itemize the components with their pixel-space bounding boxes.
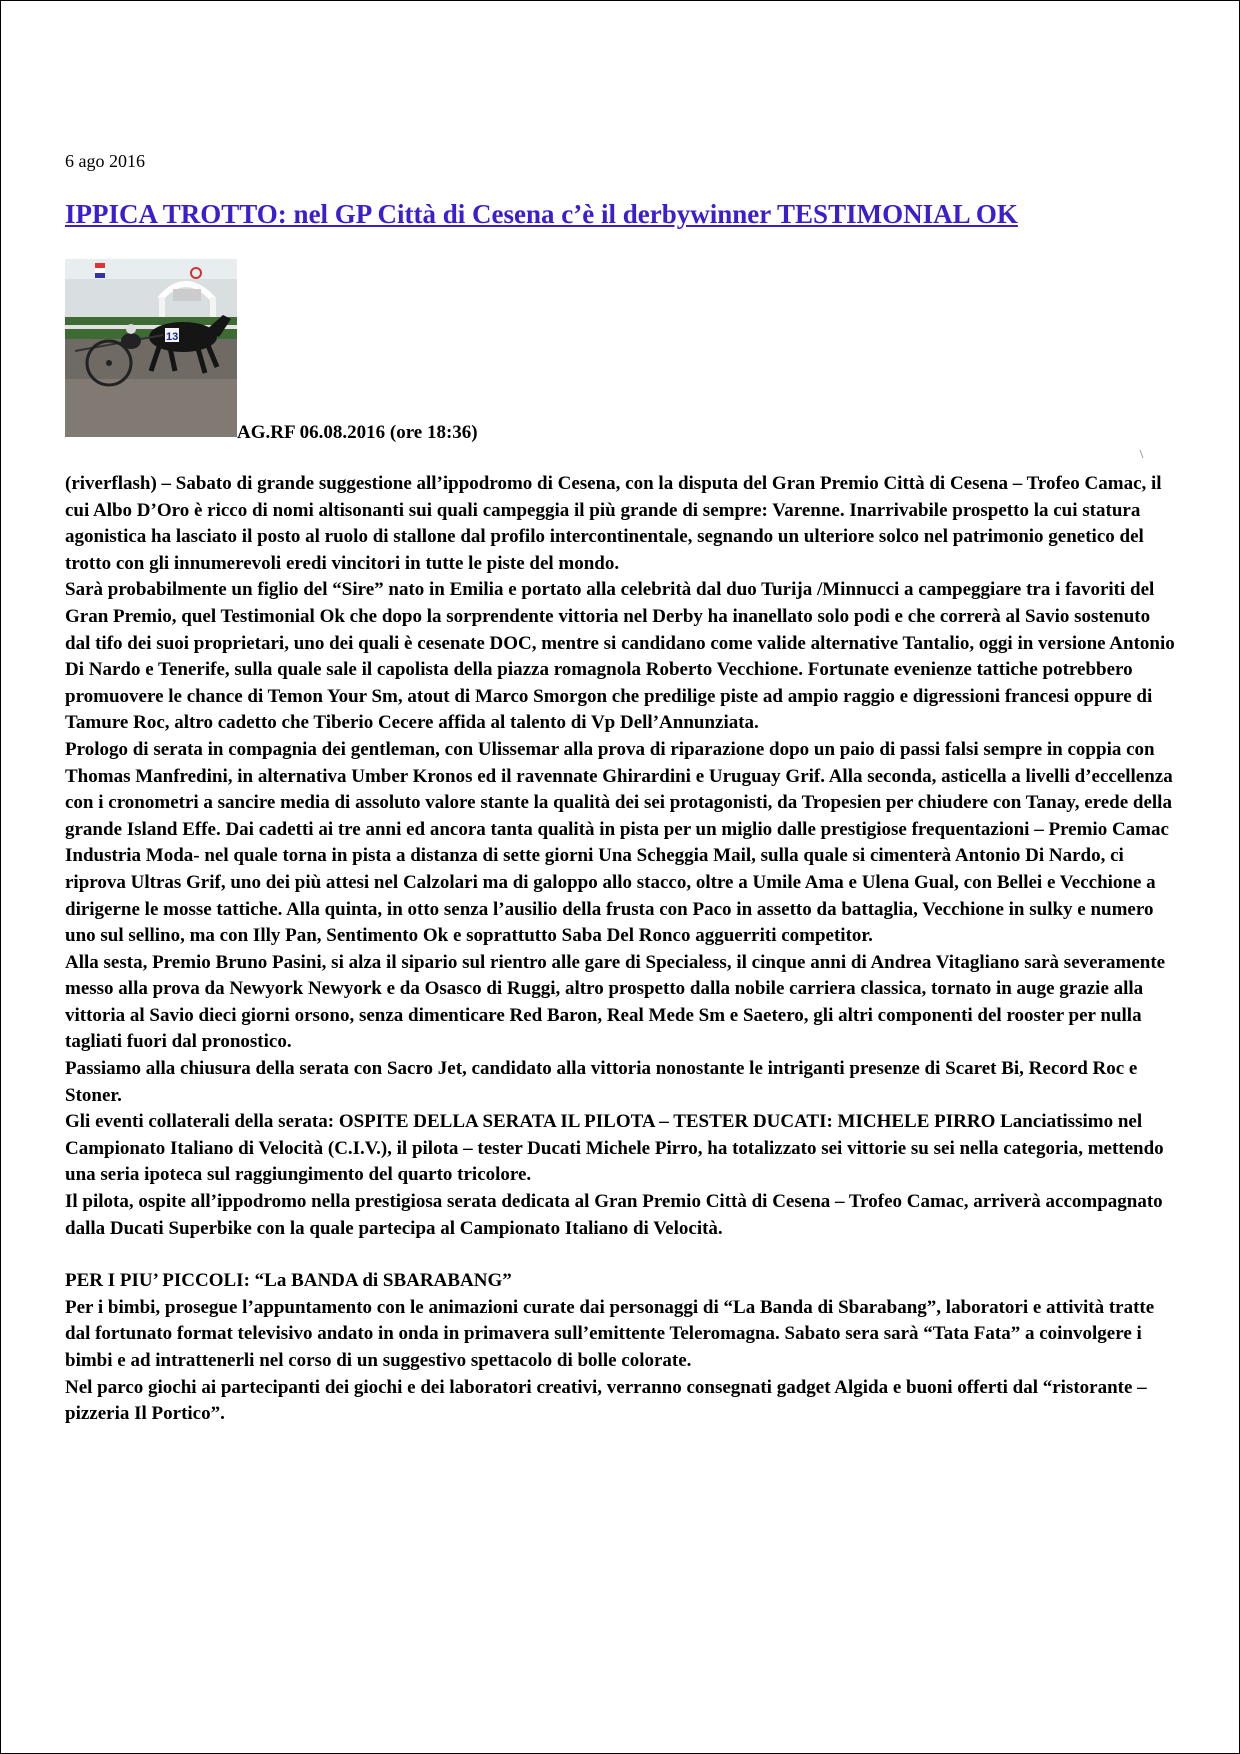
harness-racing-photo: [65, 259, 237, 437]
article-date: 6 ago 2016: [65, 151, 145, 171]
svg-text:13: 13: [166, 331, 179, 343]
article-paragraph: Nel parco giochi ai partecipanti dei giochi e dei laboratori creativi, verranno consegnati gadget Algida e buoni offerti dal “ristorante – pizzeria Il Portico”.: [65, 1376, 1147, 1425]
article-paragraph: Passiamo alla chiusura della serata con Sacro Jet, candidato alla vittoria nonostante le intriganti presenze di Scaret Bi, Record Roc e Stoner.: [65, 1058, 1138, 1106]
article-byline: AG.RF 06.08.2016 (ore 18:36): [237, 422, 478, 443]
article-subheading: PER I PIU’ PICCOLI: “La BANDA di SBARABANG”: [65, 1270, 512, 1292]
article-body: [65, 471, 1175, 1428]
article-paragraph: (riverflash) – Sabato di grande suggestione all’ippodromo di Cesena, con la disputa del Gran Premio Città di Cesena – Trofeo Camac, il cui Albo D’Oro è ricco di nomi altisonanti sui quali campeggia il più grande di sempre: Varenne. Inarrivabile prospetto la cui statura agonistica ha lasciato il posto al ruolo di stallone dal profilo intercontinentale, segnando un ulteriore solco nel patrimonio genetico del trotto con gli innumerevoli eredi vincitori in tutte le piste del mondo.: [65, 473, 1162, 574]
article-paragraph: Gli eventi collaterali della serata: OSPITE DELLA SERATA IL PILOTA – TESTER DUCATI: MICHELE PIRRO Lanciatissimo nel Campionato Italiano di Velocità (C.I.V.), il pilota – tester Ducati Michele Pirro, ha totalizzato sei vittorie su sei nella categoria, mettendo una seria ipoteca sul raggiungimento del quarto tricolore.: [65, 1111, 1164, 1186]
article-title-link[interactable]: IPPICA TROTTO: nel GP Città di Cesena c’è il derbywinner TESTIMONIAL OK: [65, 199, 1018, 229]
article-paragraph: Sarà probabilmente un figlio del “Sire” nato in Emilia e portato alla celebrità dal duo Turija /Minnucci a campeggiare tra i favoriti del Gran Premio, quel Testimonial Ok che dopo la sorprendente vittoria nel Derby ha inanellato solo podi e che correrà al Savio sostenuto dal tifo dei suoi proprietari, uno dei quali è cesenate DOC, mentre si candidano come valide alternative Tantalio, oggi in versione Antonio Di Nardo e Tenerife, sulla quale sale il capolista della piazza romagnola Roberto Vecchione. Fortunate evenienze tattiche potrebbero promuovere le chance di Temon Your Sm, atout di Marco Smorgon che predilige piste ad ampio raggio e digressioni francesi oppure di Tamure Roc, altro cadetto che Tiberio Cecere affida al talento di Vp Dell’Annunziata.: [65, 579, 1175, 734]
article-paragraph: Prologo di serata in compagnia dei gentleman, con Ulissemar alla prova di riparazione dopo un paio di passi falsi sempre in coppia con Thomas Manfredini, in alternativa Umber Kronos ed il ravennate Ghirardini e Uruguay Grif. Alla seconda, asticella a livelli d’eccellenza con i cronometri a sancire media di assoluto valore stante la qualità dei sei protagonisti, da Tropesien per chiudere con Tanay, erede della grande Island Effe. Dai cadetti ai tre anni ed ancora tanta qualità in pista per un miglio dalle prestigiose frequentazioni – Premio Camac Industria Moda- nel quale torna in pista a distanza di sette giorni Una Scheggia Mail, sulla quale si cimenterà Antonio Di Nardo, ci riprova Ultras Grif, uno dei più attesi nel Calzolari ma di galoppo allo stacco, oltre a Umile Ama e Ulena Gual, con Bellei e Vecchione a dirigerne le mosse tattiche. Alla quinta, in otto senza l’ausilio della frusta con Paco in assetto da battaglia, Vecchione in sulky e numero uno sul sellino, ma con Illy Pan, Sentimento Ok e soprattutto Saba Del Ronco agguerriti competitor.: [65, 738, 1173, 947]
article-paragraph: Per i bimbi, prosegue l’appuntamento con le animazioni curate dai personaggi di “La Banda di Sbarabang”, laboratori e attività tratte dal fortunato format televisivo andato in onda in primavera sull’emittente Teleromagna. Sabato sera sarà “Tata Fata” a coinvolgere i bimbi e ad intrattenerli nel corso di un suggestivo spettacolo di bolle colorate.: [65, 1296, 1155, 1371]
trotting-horse-image: [65, 259, 237, 437]
article-paragraph: Il pilota, ospite all’ippodromo nella prestigiosa serata dedicata al Gran Premio Città di Cesena – Trofeo Camac, arriverà accompagnato dalla Ducati Superbike con la quale partecipa al Campionato Italiano di Velocità.: [65, 1191, 1163, 1239]
scan-mark: [1139, 449, 1145, 459]
article-paragraph: Alla sesta, Premio Bruno Pasini, si alza il sipario sul rientro alle gare di Specialess, il cinque anni di Andrea Vitagliano sarà severamente messo alla prova da Newyork Newyork e da Osasco di Ruggi, altro prospetto dalla nobile carriera classica, tornato in auge grazie alla vittoria al Savio dieci giorni orsono, senza dimenticare Red Baron, Real Mede Sm e Saetero, gli altri componenti del rooster per nulla tagliati fuori dal pronostico.: [65, 951, 1166, 1053]
